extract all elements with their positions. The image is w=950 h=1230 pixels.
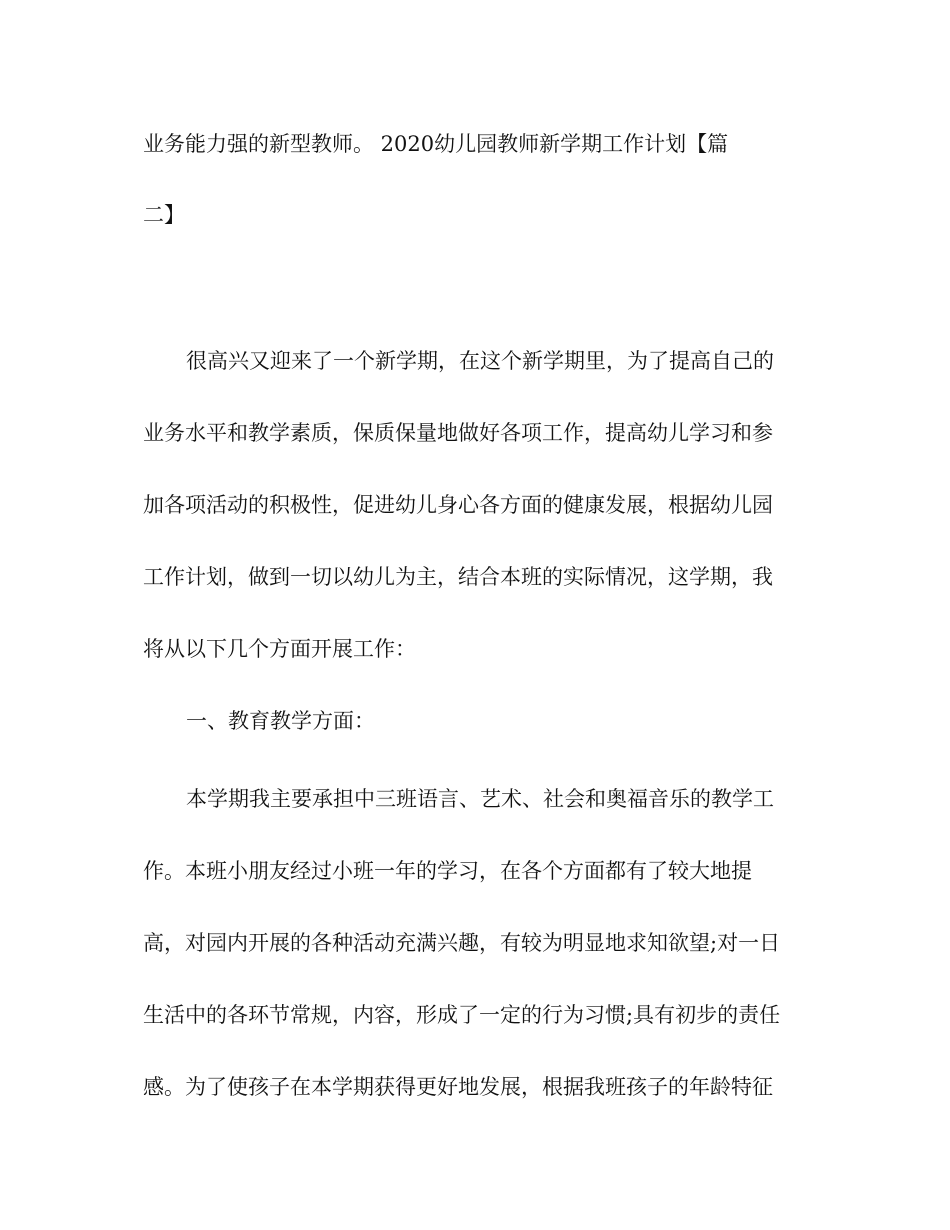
text-line: 工作计划，做到一切以幼儿为主，结合本班的实际情况，这学期，我 [143,565,773,589]
text-line: 业务水平和教学素质，保质保量地做好各项工作，提高幼儿学习和参 [143,421,773,445]
text-line: 将从以下几个方面开展工作： [143,637,416,661]
text-line: 很高兴又迎来了一个新学期，在这个新学期里，为了提高自己的 [186,349,774,373]
text-line: 高，对园内开展的各种活动充满兴趣，有较为明显地求知欲望;对一日 [143,931,781,955]
text-line: 感。为了使孩子在本学期获得更好地发展，根据我班孩子的年龄特征 [143,1075,773,1099]
text-line: 作。本班小朋友经过小班一年的学习，在各个方面都有了较大地提 [143,859,752,883]
section-heading: 一、教育教学方面： [186,709,375,733]
text-line: 生活中的各环节常规，内容，形成了一定的行为习惯;具有初步的责任 [143,1003,781,1027]
text-line: 本学期我主要承担中三班语言、艺术、社会和奥福音乐的教学工 [186,787,774,811]
text-line: 加各项活动的积极性，促进幼儿身心各方面的健康发展，根据幼儿园 [143,493,773,517]
text-line: 二】 [143,203,185,227]
text-line: 业务能力强的新型教师。 2020幼儿园教师新学期工作计划【篇 [143,132,729,156]
